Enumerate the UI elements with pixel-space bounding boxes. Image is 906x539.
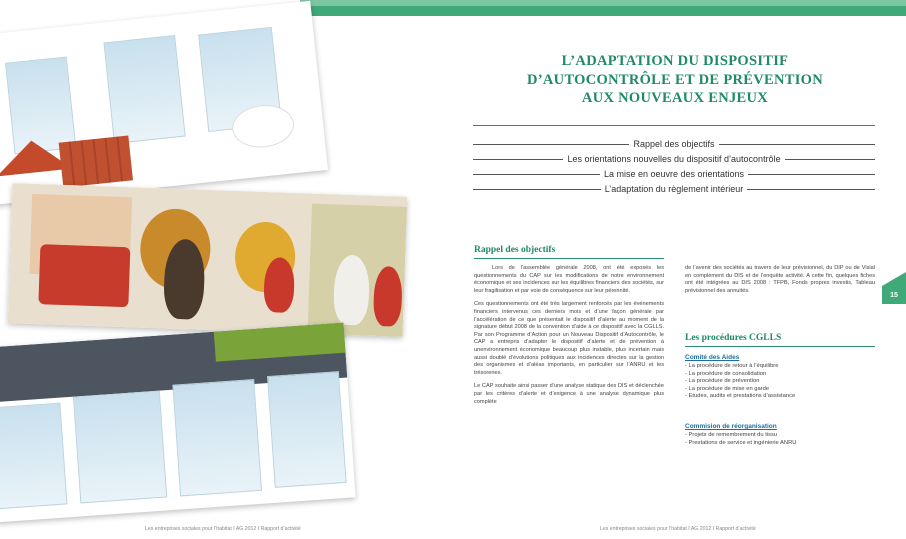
title-rule bbox=[473, 125, 875, 126]
brick-building-illustration bbox=[59, 135, 133, 187]
title-line: D’AUTOCONTRÔLE ET DE PRÉVENTION bbox=[527, 71, 823, 88]
title-line: L’ADAPTATION DU DISPOSITIF bbox=[561, 53, 789, 69]
illustration-panel-middle bbox=[8, 183, 408, 337]
toc-item-label: La mise en oeuvre des orientations bbox=[603, 169, 745, 179]
body-paragraph: Le CAP souhaite ainsi passer d’une analyse statique des DIS et déclenchée par les critères d’alerte et d’exigence à une analyse dynamique plus complète bbox=[474, 383, 664, 405]
section-heading: Les procédures CGLLS bbox=[685, 333, 782, 343]
window-illustration bbox=[172, 379, 262, 496]
section-body-left bbox=[474, 265, 664, 412]
toc-item[interactable] bbox=[473, 182, 875, 196]
toc-leader-line bbox=[785, 159, 875, 160]
page-number: 15 bbox=[882, 286, 906, 304]
body-paragraph: Ces questionnements ont été très largement renforcés par les événements financiers intervenus ces derniers mois et d’une façon générale par l’accélération de ce que présentait le dispositif d’alerte au moment de la signature début 2008 de la convention d’aide à ce dispositif avec la CGLLS. Par son Programme d’Action pour un Nouveau Dispositif d’Autocontrôle, le CAP a entrepris d’adapter le dispositif d’alerte et de prévention à unenvironnement économique beaucoup plus instable, plus incertain mais aussi doublé d’évolutions politiques aux incidences directes sur la gestion des organismes et d’aléas importants, en particulier sur l’ANRU et les trésoreries. bbox=[474, 301, 664, 376]
section-body-right bbox=[685, 265, 875, 301]
window-illustration bbox=[0, 403, 67, 510]
toc-leader-line bbox=[473, 144, 629, 145]
toc-leader-line bbox=[473, 189, 601, 190]
sub-heading-comite: Comité des Aides bbox=[685, 354, 740, 361]
list-item: - Projets de remembrement du tissu bbox=[685, 432, 778, 438]
toc-item-label: Rappel des objectifs bbox=[633, 139, 715, 149]
body-paragraph: de l’avenir des sociétés au travers de leur prévisionnel, du DIP ou de Visial en complément du DIS et de l’enquête activité. A cette fin, quelques fiches ont été intégrées au DIS 2008 : TFPB, Fonds propres investis, Tableau prévisionnel des annuités. bbox=[685, 265, 875, 294]
footer-right: Les entreprises sociales pour l’habitat I AG 2012 I Rapport d’activité bbox=[600, 526, 756, 532]
section-rule bbox=[685, 346, 875, 347]
body-paragraph: Lors de l’assemblée générale 2008, ont été exposés les questionnements du CAP sur les modifications de notre environnement économique et ses incidences sur les équilibres financiers des sociétés, sur leur fragilisation et par voie de conséquence sur leur pérennité. bbox=[474, 265, 664, 294]
window-illustration bbox=[103, 35, 185, 144]
window-illustration bbox=[73, 391, 167, 504]
toc-leader-line bbox=[473, 159, 563, 160]
list-item: - La procédure de retour à l’équilibre bbox=[685, 363, 779, 369]
elderly-person-illustration bbox=[333, 254, 370, 325]
list-item: - Etudes, audits et prestations d’assistance bbox=[685, 393, 796, 400]
list-item: - La procédure de prévention bbox=[685, 378, 760, 385]
list-item: - Prestations de service et ingénierie ANRU bbox=[685, 439, 797, 446]
toc-item-label: L’adaptation du règlement intérieur bbox=[604, 184, 744, 194]
title-line: AUX NOUVEAUX ENJEUX bbox=[581, 90, 769, 106]
section-rule bbox=[474, 258, 664, 259]
toc-item[interactable] bbox=[473, 137, 875, 151]
list-item: - La procédure de consolidation bbox=[685, 370, 767, 377]
cyclist-illustration bbox=[263, 257, 295, 313]
toc-leader-line bbox=[748, 174, 875, 175]
footer-left: Les entreprises sociales pour l’habitat I AG 2012 I Rapport d’activité bbox=[145, 526, 301, 532]
child-illustration bbox=[373, 266, 403, 327]
toc-item[interactable] bbox=[473, 152, 875, 166]
red-bus-illustration bbox=[38, 244, 130, 307]
top-green-band-light bbox=[300, 0, 906, 6]
page-tab-triangle bbox=[882, 272, 906, 286]
toc-leader-line bbox=[719, 144, 875, 145]
page-title bbox=[470, 52, 880, 108]
procedure-list bbox=[685, 363, 875, 401]
section-heading: Rappel des objectifs bbox=[474, 245, 556, 255]
commission-list bbox=[685, 432, 875, 447]
window-illustration bbox=[267, 371, 347, 488]
toc-item[interactable] bbox=[473, 167, 875, 181]
illustration-panel-bottom bbox=[0, 323, 356, 523]
list-item: - La procédure de mise en garde bbox=[685, 385, 770, 392]
toc-leader-line bbox=[473, 174, 600, 175]
illustration-panel-top bbox=[0, 1, 328, 206]
sub-heading-commission: Commision de réorganisation bbox=[685, 423, 777, 430]
toc-leader-line bbox=[747, 189, 875, 190]
toc-item-label: Les orientations nouvelles du dispositif d’autocontrôle bbox=[567, 154, 781, 164]
